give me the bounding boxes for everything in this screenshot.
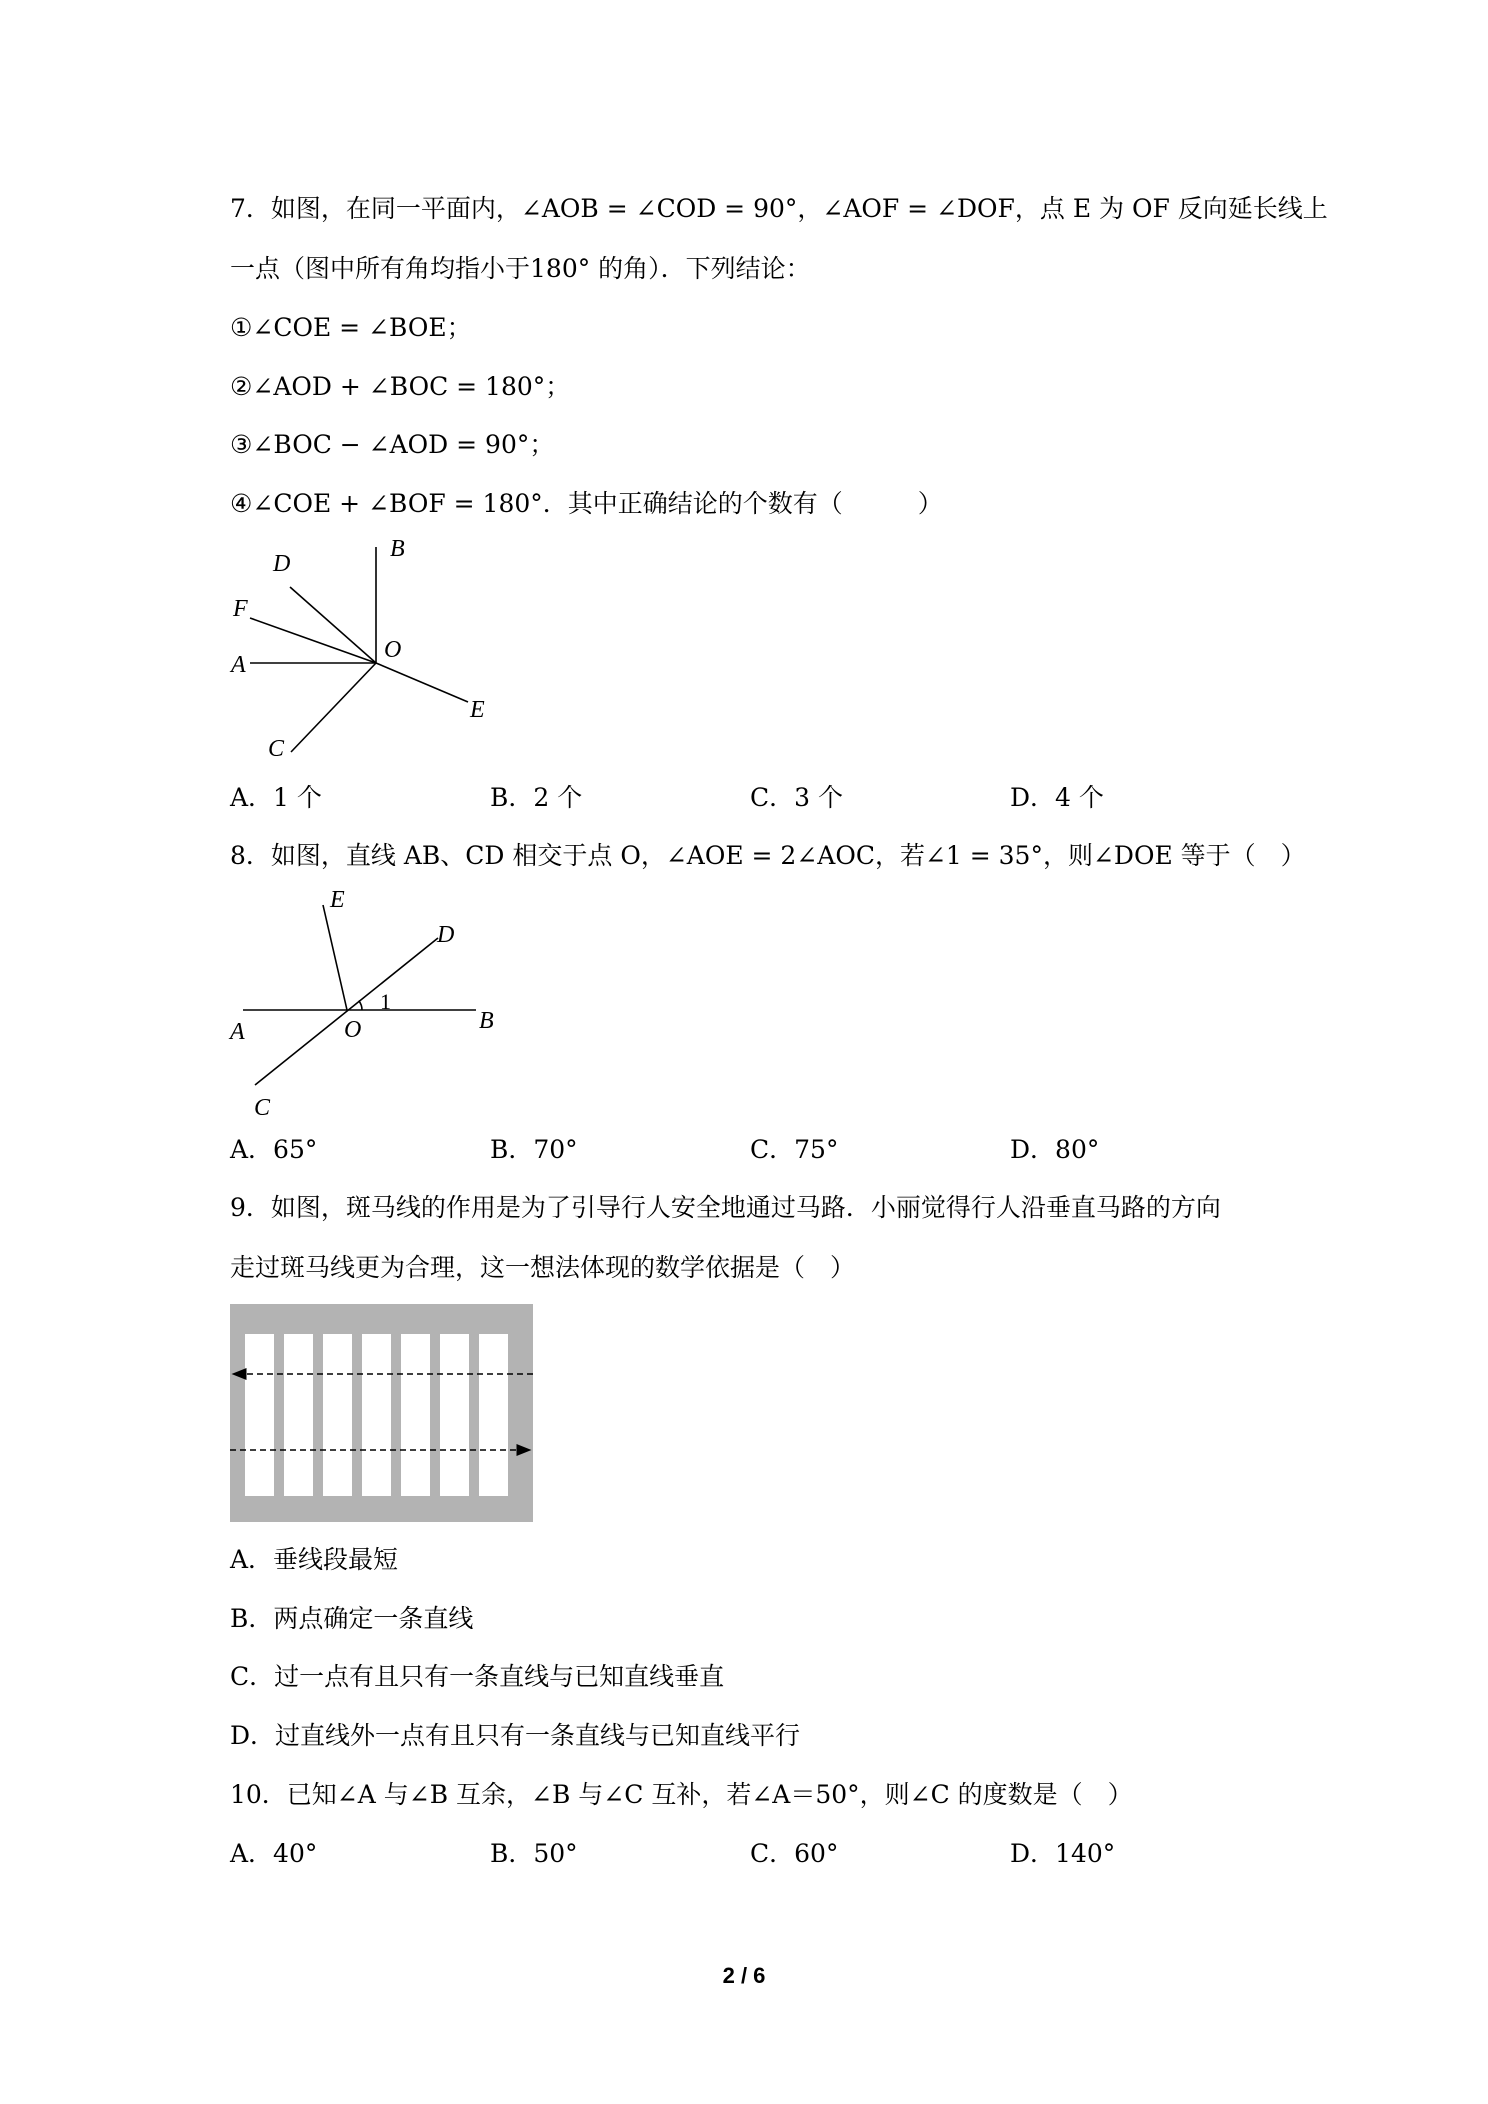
q8-label-angle-1: 1 — [380, 989, 391, 1014]
q7-conclusion-3: ③∠BOC − ∠AOD = 90°； — [230, 430, 555, 459]
q9-option-b[interactable]: B．两点确定一条直线 — [230, 1604, 474, 1633]
q7-option-d[interactable]: D．4 个 — [1010, 783, 1104, 812]
q9-line-2: 走过斑马线更为合理，这一想法体现的数学依据是（ ） — [230, 1253, 856, 1282]
q8-option-b[interactable]: B．70° — [490, 1135, 578, 1164]
q8-label-b: B — [479, 1008, 494, 1034]
q9-line-1: 9．如图，斑马线的作用是为了引导行人安全地通过马路．小丽觉得行人沿垂直马路的方向 — [230, 1193, 1221, 1222]
zebra-stripe — [362, 1334, 391, 1496]
page-number: 2 / 6 — [722, 1963, 766, 1988]
q7-ray-of — [250, 618, 376, 663]
q7-option-c[interactable]: C．3 个 — [750, 783, 843, 812]
q10-option-b[interactable]: B．50° — [490, 1839, 578, 1868]
q8-label-c: C — [254, 1095, 271, 1121]
q7-conclusion-1: ①∠COE = ∠BOE； — [230, 313, 472, 342]
q9-zebra-crossing-figure — [230, 1304, 535, 1522]
zebra-stripe — [401, 1334, 430, 1496]
q7-label-f: F — [233, 596, 248, 622]
zebra-stripe — [323, 1334, 352, 1496]
zebra-stripe — [245, 1334, 274, 1496]
q7-conclusion-4: ④∠COE + ∠BOF = 180°．其中正确结论的个数有（ ） — [230, 489, 943, 518]
q7-label-b: B — [390, 536, 405, 562]
q8-option-d[interactable]: D．80° — [1010, 1135, 1100, 1164]
q7-conclusion-2: ②∠AOD + ∠BOC = 180°； — [230, 372, 571, 401]
q7-label-o: O — [384, 637, 402, 663]
q8-label-a: A — [230, 1019, 245, 1045]
q10-option-a[interactable]: A．40° — [230, 1839, 318, 1868]
q8-line-1: 8．如图，直线 AB、CD 相交于点 O，∠AOE = 2∠AOC，若∠1 = 35°，则∠DOE 等于（ ） — [230, 841, 1306, 870]
q10-line-1: 10．已知∠A 与∠B 互余，∠B 与∠C 互补，若∠A＝50°，则∠C 的度数是（ ） — [230, 1780, 1133, 1809]
q9-option-c[interactable]: C．过一点有且只有一条直线与已知直线垂直 — [230, 1662, 725, 1691]
q7-ray-oc — [291, 663, 376, 752]
q7-figure — [220, 530, 500, 770]
q10-option-d[interactable]: D．140° — [1010, 1839, 1116, 1868]
q7-label-a: A — [231, 652, 246, 678]
q7-ray-oe — [376, 663, 468, 702]
q7-line-2: 一点（图中所有角均指小于180° 的角）．下列结论： — [230, 254, 811, 283]
q8-angle-1-arc — [359, 1001, 362, 1010]
q7-label-c: C — [268, 736, 285, 762]
q7-line-1: 7．如图，在同一平面内，∠AOB = ∠COD = 90°，∠AOF = ∠DOF，点 E 为 OF 反向延长线上 — [230, 194, 1328, 223]
q8-option-a[interactable]: A．65° — [230, 1135, 318, 1164]
q8-option-c[interactable]: C．75° — [750, 1135, 839, 1164]
zebra-stripe — [440, 1334, 469, 1496]
q7-label-d: D — [273, 551, 291, 577]
q8-figure — [220, 885, 520, 1125]
q9-option-a[interactable]: A．垂线段最短 — [230, 1545, 399, 1574]
zebra-stripe — [284, 1334, 313, 1496]
q8-line-cd — [255, 938, 438, 1085]
q8-label-o: O — [344, 1017, 362, 1043]
q8-ray-oe — [323, 905, 347, 1010]
q7-label-e: E — [470, 697, 485, 723]
q7-option-b[interactable]: B．2 个 — [490, 783, 583, 812]
q10-option-c[interactable]: C．60° — [750, 1839, 839, 1868]
q7-option-a[interactable]: A．1 个 — [230, 783, 322, 812]
q8-label-e: E — [330, 887, 345, 913]
q7-ray-od — [290, 587, 376, 663]
q8-label-d: D — [437, 922, 455, 948]
q9-option-d[interactable]: D．过直线外一点有且只有一条直线与已知直线平行 — [230, 1721, 801, 1750]
zebra-stripe — [479, 1334, 508, 1496]
